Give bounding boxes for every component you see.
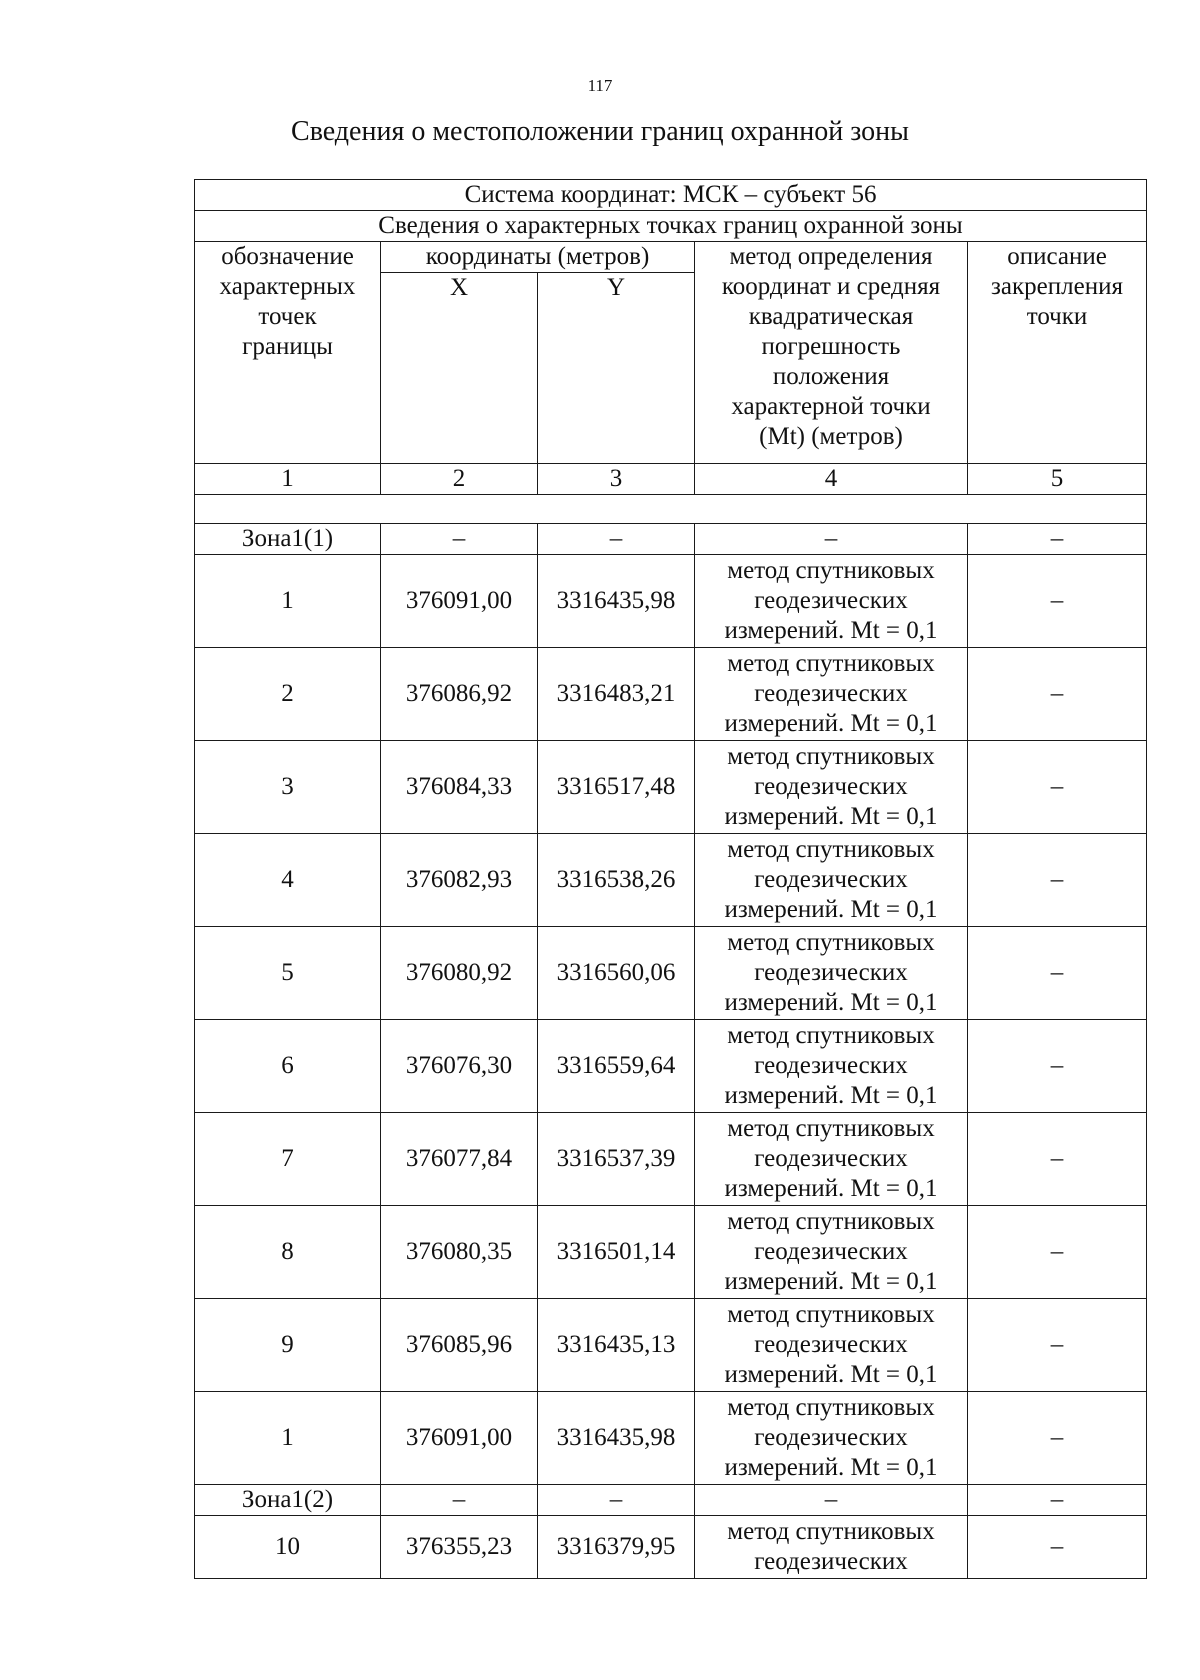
y-coordinate: 3316560,06 [538,927,695,1020]
dash-cell: – [968,1299,1147,1392]
table-row [195,927,1147,1020]
method-cell: метод спутниковых геодезических измерений. Mt = 0,1 [695,648,968,741]
page-number: 117 [587,76,613,95]
point-id: 2 [195,648,381,741]
dash-cell: – [695,524,968,555]
method-cell: метод спутниковых геодезических измерений. Mt = 0,1 [695,834,968,927]
table-row [195,555,1147,648]
y-header: Y [538,273,695,464]
y-coordinate: 3316537,39 [538,1113,695,1206]
x-coordinate: 376076,30 [381,1020,538,1113]
y-coordinate: 3316517,48 [538,741,695,834]
zone-row [195,524,1147,555]
y-coordinate: 3316435,13 [538,1299,695,1392]
dash-cell: – [695,1485,968,1516]
point-id: 5 [195,927,381,1020]
coordinates-header: координаты (метров) [381,242,695,273]
zone-row [195,1485,1147,1516]
method-header: метод определения координат и средняя квадратическая погрешность положения характерной точки (Mt) (метров) [695,242,968,464]
table-row [195,1113,1147,1206]
method-cell: метод спутниковых геодезических измерений. Mt = 0,1 [695,1206,968,1299]
point-id: 1 [195,555,381,648]
method-cell: метод спутниковых геодезических измерений. Mt = 0,1 [695,1299,968,1392]
point-id: 7 [195,1113,381,1206]
column-number: 5 [968,464,1147,495]
point-id: 1 [195,1392,381,1485]
dash-cell: – [381,524,538,555]
x-coordinate: 376082,93 [381,834,538,927]
point-id: 9 [195,1299,381,1392]
table-row [195,741,1147,834]
page-title: Сведения о местоположении границ охранной зоны [291,116,909,147]
table-row [195,834,1147,927]
x-coordinate: 376077,84 [381,1113,538,1206]
zone-label: Зона1(2) [195,1485,381,1516]
method-cell: метод спутниковых геодезических измерений. Mt = 0,1 [695,741,968,834]
column-number: 3 [538,464,695,495]
table-row [195,1392,1147,1485]
dash-cell: – [968,1516,1147,1579]
designation-header: обозначение характерных точек границы [195,242,381,464]
dash-cell: – [968,1392,1147,1485]
description-header: описание закрепления точки [968,242,1147,464]
dash-cell: – [968,834,1147,927]
x-coordinate: 376355,23 [381,1516,538,1579]
x-coordinate: 376080,35 [381,1206,538,1299]
method-cell: метод спутниковых геодезических измерений. Mt = 0,1 [695,927,968,1020]
y-coordinate: 3316538,26 [538,834,695,927]
column-number: 1 [195,464,381,495]
x-coordinate: 376080,92 [381,927,538,1020]
point-id: 6 [195,1020,381,1113]
point-id: 10 [195,1516,381,1579]
y-coordinate: 3316435,98 [538,555,695,648]
method-cell: метод спутниковых геодезических измерений. Mt = 0,1 [695,1020,968,1113]
x-coordinate: 376084,33 [381,741,538,834]
dash-cell: – [968,927,1147,1020]
table-row [195,1299,1147,1392]
dash-cell: – [968,524,1147,555]
table-row [195,1206,1147,1299]
y-coordinate: 3316501,14 [538,1206,695,1299]
x-coordinate: 376085,96 [381,1299,538,1392]
x-coordinate: 376091,00 [381,555,538,648]
table-row [195,648,1147,741]
table-row [195,1020,1147,1113]
dash-cell: – [968,1206,1147,1299]
method-cell: метод спутниковых геодезических [695,1516,968,1579]
zone-label: Зона1(1) [195,524,381,555]
dash-cell: – [968,741,1147,834]
y-coordinate: 3316435,98 [538,1392,695,1485]
table-subtitle-header: Сведения о характерных точках границ охранной зоны [195,211,1147,242]
dash-cell: – [968,555,1147,648]
dash-cell: – [538,1485,695,1516]
boundary-points-table [194,179,1147,1579]
point-id: 3 [195,741,381,834]
x-coordinate: 376091,00 [381,1392,538,1485]
column-number-row [195,464,1147,495]
point-id: 4 [195,834,381,927]
y-coordinate: 3316379,95 [538,1516,695,1579]
dash-cell: – [381,1485,538,1516]
method-cell: метод спутниковых геодезических измерений. Mt = 0,1 [695,555,968,648]
y-coordinate: 3316483,21 [538,648,695,741]
method-cell: метод спутниковых геодезических измерений. Mt = 0,1 [695,1392,968,1485]
x-coordinate: 376086,92 [381,648,538,741]
dash-cell: – [968,648,1147,741]
blank-row [195,495,1147,524]
coordinate-system-header: Система координат: МСК – субъект 56 [195,180,1147,211]
dash-cell: – [968,1113,1147,1206]
x-header: X [381,273,538,464]
column-number: 4 [695,464,968,495]
dash-cell: – [968,1020,1147,1113]
table-row [195,1516,1147,1579]
dash-cell: – [538,524,695,555]
point-id: 8 [195,1206,381,1299]
column-number: 2 [381,464,538,495]
y-coordinate: 3316559,64 [538,1020,695,1113]
method-cell: метод спутниковых геодезических измерений. Mt = 0,1 [695,1113,968,1206]
dash-cell: – [968,1485,1147,1516]
